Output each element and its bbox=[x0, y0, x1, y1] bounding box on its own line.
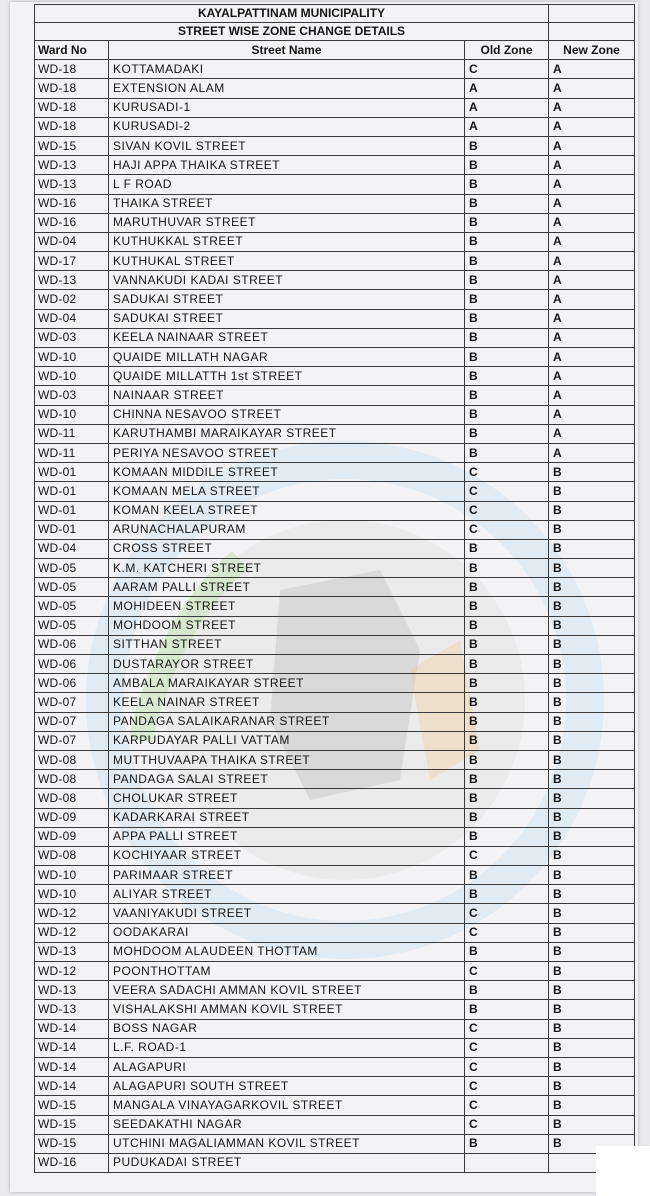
ward-cell: WD-08 bbox=[35, 750, 109, 769]
street-cell: POONTHOTTAM bbox=[109, 962, 465, 981]
street-cell: MOHDOOM STREET bbox=[109, 616, 465, 635]
new-zone-cell: B bbox=[549, 808, 635, 827]
new-zone-cell: B bbox=[549, 1038, 635, 1057]
ward-cell: WD-04 bbox=[35, 539, 109, 558]
street-cell: SEEDAKATHI NAGAR bbox=[109, 1115, 465, 1134]
old-zone-cell: B bbox=[465, 290, 549, 309]
street-cell: MARUTHUVAR STREET bbox=[109, 213, 465, 232]
old-zone-cell: A bbox=[465, 79, 549, 98]
ward-cell: WD-18 bbox=[35, 98, 109, 117]
street-cell: KURUSADI-2 bbox=[109, 117, 465, 136]
new-zone-cell: A bbox=[549, 328, 635, 347]
table-row bbox=[35, 79, 635, 98]
new-zone-cell: B bbox=[549, 559, 635, 578]
street-cell: VANNAKUDI KADAI STREET bbox=[109, 271, 465, 290]
ward-cell: WD-06 bbox=[35, 635, 109, 654]
ward-cell: WD-06 bbox=[35, 674, 109, 693]
ward-cell: WD-10 bbox=[35, 367, 109, 386]
new-zone-cell: B bbox=[549, 1019, 635, 1038]
old-zone-cell: B bbox=[465, 271, 549, 290]
table-row bbox=[35, 770, 635, 789]
new-zone-cell: A bbox=[549, 271, 635, 290]
new-zone-cell: A bbox=[549, 309, 635, 328]
street-cell: MANGALA VINAYAGARKOVIL STREET bbox=[109, 1096, 465, 1115]
new-zone-cell: B bbox=[549, 1077, 635, 1096]
new-zone-cell: A bbox=[549, 79, 635, 98]
ward-cell: WD-08 bbox=[35, 770, 109, 789]
new-zone-cell: A bbox=[549, 60, 635, 79]
old-zone-cell: B bbox=[465, 348, 549, 367]
street-cell: KADARKARAI STREET bbox=[109, 808, 465, 827]
table-row bbox=[35, 693, 635, 712]
table-row bbox=[35, 616, 635, 635]
ward-cell: WD-07 bbox=[35, 731, 109, 750]
old-zone-cell: B bbox=[465, 578, 549, 597]
old-zone-cell: B bbox=[465, 1134, 549, 1153]
street-cell: PANDAGA SALAI STREET bbox=[109, 770, 465, 789]
new-zone-cell: B bbox=[549, 962, 635, 981]
ward-cell: WD-18 bbox=[35, 117, 109, 136]
old-zone-cell: B bbox=[465, 252, 549, 271]
table-row bbox=[35, 194, 635, 213]
old-zone-cell: B bbox=[465, 559, 549, 578]
old-zone-cell: C bbox=[465, 1115, 549, 1134]
title-blank-cell bbox=[549, 5, 635, 23]
old-zone-cell: B bbox=[465, 405, 549, 424]
new-zone-cell: A bbox=[549, 386, 635, 405]
old-zone-cell: C bbox=[465, 1019, 549, 1038]
street-cell: AARAM PALLI STREET bbox=[109, 578, 465, 597]
new-zone-cell: B bbox=[549, 981, 635, 1000]
street-cell: KUTHUKAL STREET bbox=[109, 252, 465, 271]
table-row bbox=[35, 60, 635, 79]
old-zone-cell: C bbox=[465, 1096, 549, 1115]
street-cell: CROSS STREET bbox=[109, 539, 465, 558]
table-row bbox=[35, 386, 635, 405]
table-row bbox=[35, 635, 635, 654]
new-zone-cell: B bbox=[549, 770, 635, 789]
street-cell: KOMAAN MIDDILE STREET bbox=[109, 463, 465, 482]
old-zone-cell: C bbox=[465, 923, 549, 942]
old-zone-cell: B bbox=[465, 750, 549, 769]
old-zone-cell: A bbox=[465, 98, 549, 117]
new-zone-cell: A bbox=[549, 348, 635, 367]
street-cell: ARUNACHALAPURAM bbox=[109, 520, 465, 539]
table-row bbox=[35, 443, 635, 462]
street-cell: NAINAAR STREET bbox=[109, 386, 465, 405]
ward-cell: WD-11 bbox=[35, 424, 109, 443]
new-zone-cell: A bbox=[549, 175, 635, 194]
street-cell: KARUTHAMBI MARAIKAYAR STREET bbox=[109, 424, 465, 443]
table-row bbox=[35, 750, 635, 769]
new-zone-cell: B bbox=[549, 827, 635, 846]
table-row bbox=[35, 559, 635, 578]
ward-cell: WD-12 bbox=[35, 962, 109, 981]
street-cell: KOMAN KEELA STREET bbox=[109, 501, 465, 520]
old-zone-cell: B bbox=[465, 136, 549, 155]
street-cell: MOHIDEEN STREET bbox=[109, 597, 465, 616]
ward-cell: WD-01 bbox=[35, 482, 109, 501]
table-row bbox=[35, 520, 635, 539]
new-zone-cell: B bbox=[549, 750, 635, 769]
old-zone-cell: B bbox=[465, 827, 549, 846]
street-cell: AMBALA MARAIKAYAR STREET bbox=[109, 674, 465, 693]
street-cell: PARIMAAR STREET bbox=[109, 866, 465, 885]
ward-cell: WD-01 bbox=[35, 501, 109, 520]
table-row bbox=[35, 98, 635, 117]
ward-cell: WD-01 bbox=[35, 520, 109, 539]
old-zone-cell: B bbox=[465, 1000, 549, 1019]
table-row bbox=[35, 1019, 635, 1038]
ward-cell: WD-05 bbox=[35, 616, 109, 635]
street-cell: VEERA SADACHI AMMAN KOVIL STREET bbox=[109, 981, 465, 1000]
table-row bbox=[35, 1077, 635, 1096]
new-zone-cell: A bbox=[549, 252, 635, 271]
table-row bbox=[35, 866, 635, 885]
old-zone-cell: B bbox=[465, 655, 549, 674]
street-cell: KARPUDAYAR PALLI VATTAM bbox=[109, 731, 465, 750]
new-zone-cell: B bbox=[549, 1000, 635, 1019]
new-zone-cell: B bbox=[549, 674, 635, 693]
old-zone-cell: B bbox=[465, 731, 549, 750]
old-zone-cell: C bbox=[465, 520, 549, 539]
table-row bbox=[35, 367, 635, 386]
old-zone-cell: B bbox=[465, 597, 549, 616]
old-zone-cell: B bbox=[465, 424, 549, 443]
ward-cell: WD-12 bbox=[35, 923, 109, 942]
street-cell: VAANIYAKUDI STREET bbox=[109, 904, 465, 923]
ward-cell: WD-11 bbox=[35, 443, 109, 462]
ward-cell: WD-18 bbox=[35, 79, 109, 98]
ward-cell: WD-14 bbox=[35, 1057, 109, 1076]
ward-cell: WD-09 bbox=[35, 827, 109, 846]
street-cell: KEELA NAINAAR STREET bbox=[109, 328, 465, 347]
old-zone-cell: B bbox=[465, 539, 549, 558]
ward-cell: WD-01 bbox=[35, 463, 109, 482]
table-row bbox=[35, 789, 635, 808]
ward-cell: WD-06 bbox=[35, 655, 109, 674]
new-zone-cell: B bbox=[549, 597, 635, 616]
ward-cell: WD-04 bbox=[35, 232, 109, 251]
new-zone-cell: B bbox=[549, 731, 635, 750]
new-zone-cell: A bbox=[549, 117, 635, 136]
table-row bbox=[35, 136, 635, 155]
street-cell: QUAIDE MILLATH NAGAR bbox=[109, 348, 465, 367]
table-row bbox=[35, 597, 635, 616]
ward-cell: WD-15 bbox=[35, 1134, 109, 1153]
table-row bbox=[35, 213, 635, 232]
street-cell: ALAGAPURI bbox=[109, 1057, 465, 1076]
ward-cell: WD-13 bbox=[35, 1000, 109, 1019]
street-cell: ALIYAR STREET bbox=[109, 885, 465, 904]
old-zone-cell: B bbox=[465, 770, 549, 789]
old-zone-cell: C bbox=[465, 962, 549, 981]
street-cell: SADUKAI STREET bbox=[109, 309, 465, 328]
street-cell: APPA PALLI STREET bbox=[109, 827, 465, 846]
old-zone-cell: B bbox=[465, 942, 549, 961]
street-cell: PUDUKADAI STREET bbox=[109, 1153, 465, 1172]
old-zone-cell: B bbox=[465, 367, 549, 386]
table-row bbox=[35, 1000, 635, 1019]
old-zone-cell: B bbox=[465, 885, 549, 904]
new-zone-cell: B bbox=[549, 904, 635, 923]
table-row bbox=[35, 674, 635, 693]
new-zone-cell: A bbox=[549, 194, 635, 213]
old-zone-cell: B bbox=[465, 674, 549, 693]
street-cell: VISHALAKSHI AMMAN KOVIL STREET bbox=[109, 1000, 465, 1019]
old-zone-cell: B bbox=[465, 443, 549, 462]
ward-cell: WD-14 bbox=[35, 1077, 109, 1096]
ward-cell: WD-16 bbox=[35, 213, 109, 232]
old-zone-cell: B bbox=[465, 981, 549, 1000]
old-zone-cell: B bbox=[465, 156, 549, 175]
table-row bbox=[35, 578, 635, 597]
column-header-old-zone: Old Zone bbox=[465, 41, 549, 60]
new-zone-cell: B bbox=[549, 923, 635, 942]
street-cell: MOHDOOM ALAUDEEN THOTTAM bbox=[109, 942, 465, 961]
ward-cell: WD-12 bbox=[35, 904, 109, 923]
table-row bbox=[35, 501, 635, 520]
table-row bbox=[35, 1057, 635, 1076]
table-row bbox=[35, 424, 635, 443]
ward-cell: WD-17 bbox=[35, 252, 109, 271]
table-row bbox=[35, 1038, 635, 1057]
old-zone-cell: C bbox=[465, 1057, 549, 1076]
ward-cell: WD-03 bbox=[35, 328, 109, 347]
column-header-street: Street Name bbox=[109, 41, 465, 60]
new-zone-cell: B bbox=[549, 520, 635, 539]
table-row bbox=[35, 348, 635, 367]
ward-cell: WD-14 bbox=[35, 1019, 109, 1038]
table-row bbox=[35, 1115, 635, 1134]
table-row bbox=[35, 731, 635, 750]
ward-cell: WD-05 bbox=[35, 578, 109, 597]
new-zone-cell: B bbox=[549, 789, 635, 808]
old-zone-cell: C bbox=[465, 463, 549, 482]
street-cell: ALAGAPURI SOUTH STREET bbox=[109, 1077, 465, 1096]
column-header-new-zone: New Zone bbox=[549, 41, 635, 60]
new-zone-cell: B bbox=[549, 885, 635, 904]
old-zone-cell: B bbox=[465, 712, 549, 731]
new-zone-cell: A bbox=[549, 290, 635, 309]
new-zone-cell: A bbox=[549, 232, 635, 251]
old-zone-cell: C bbox=[465, 904, 549, 923]
street-cell: KOTTAMADAKI bbox=[109, 60, 465, 79]
street-cell: QUAIDE MILLATTH 1st STREET bbox=[109, 367, 465, 386]
ward-cell: WD-10 bbox=[35, 348, 109, 367]
table-row bbox=[35, 808, 635, 827]
table-row bbox=[35, 309, 635, 328]
old-zone-cell: C bbox=[465, 60, 549, 79]
table-row bbox=[35, 156, 635, 175]
ward-cell: WD-10 bbox=[35, 866, 109, 885]
table-row bbox=[35, 232, 635, 251]
ward-cell: WD-18 bbox=[35, 60, 109, 79]
street-cell: KEELA NAINAR STREET bbox=[109, 693, 465, 712]
new-zone-cell: B bbox=[549, 501, 635, 520]
street-cell: L F ROAD bbox=[109, 175, 465, 194]
ward-cell: WD-15 bbox=[35, 1096, 109, 1115]
old-zone-cell: B bbox=[465, 309, 549, 328]
street-cell: CHINNA NESAVOO STREET bbox=[109, 405, 465, 424]
old-zone-cell: C bbox=[465, 1077, 549, 1096]
street-cell: DUSTARAYOR STREET bbox=[109, 655, 465, 674]
ward-cell: WD-16 bbox=[35, 194, 109, 213]
old-zone-cell: A bbox=[465, 117, 549, 136]
street-cell: PANDAGA SALAIKARANAR STREET bbox=[109, 712, 465, 731]
table-row bbox=[35, 290, 635, 309]
ward-cell: WD-13 bbox=[35, 175, 109, 194]
street-cell: KURUSADI-1 bbox=[109, 98, 465, 117]
table-row bbox=[35, 885, 635, 904]
street-cell: UTCHINI MAGALIAMMAN KOVIL STREET bbox=[109, 1134, 465, 1153]
table-row bbox=[35, 942, 635, 961]
street-cell: BOSS NAGAR bbox=[109, 1019, 465, 1038]
ward-cell: WD-05 bbox=[35, 597, 109, 616]
ward-cell: WD-08 bbox=[35, 846, 109, 865]
ward-cell: WD-10 bbox=[35, 405, 109, 424]
street-cell: THAIKA STREET bbox=[109, 194, 465, 213]
ward-cell: WD-13 bbox=[35, 942, 109, 961]
table-row bbox=[35, 539, 635, 558]
new-zone-cell: B bbox=[549, 866, 635, 885]
new-zone-cell: B bbox=[549, 463, 635, 482]
old-zone-cell: B bbox=[465, 789, 549, 808]
table-title: KAYALPATTINAM MUNICIPALITY bbox=[35, 5, 549, 23]
old-zone-cell: B bbox=[465, 328, 549, 347]
table-row bbox=[35, 1096, 635, 1115]
old-zone-cell bbox=[465, 1153, 549, 1172]
ward-cell: WD-16 bbox=[35, 1153, 109, 1172]
ward-cell: WD-13 bbox=[35, 981, 109, 1000]
new-zone-cell: B bbox=[549, 482, 635, 501]
ward-cell: WD-04 bbox=[35, 309, 109, 328]
old-zone-cell: B bbox=[465, 866, 549, 885]
new-zone-cell: B bbox=[549, 942, 635, 961]
old-zone-cell: B bbox=[465, 232, 549, 251]
ward-cell: WD-05 bbox=[35, 559, 109, 578]
table-row bbox=[35, 1153, 635, 1172]
new-zone-cell: A bbox=[549, 443, 635, 462]
table-row bbox=[35, 117, 635, 136]
old-zone-cell: B bbox=[465, 175, 549, 194]
street-cell: HAJI APPA THAIKA STREET bbox=[109, 156, 465, 175]
street-cell: MUTTHUVAAPA THAIKA STREET bbox=[109, 750, 465, 769]
old-zone-cell: B bbox=[465, 693, 549, 712]
new-zone-cell: B bbox=[549, 693, 635, 712]
table-row bbox=[35, 271, 635, 290]
table-row bbox=[35, 405, 635, 424]
new-zone-cell: B bbox=[549, 616, 635, 635]
street-cell: L.F. ROAD-1 bbox=[109, 1038, 465, 1057]
table-row bbox=[35, 328, 635, 347]
street-cell: KOMAAN MELA STREET bbox=[109, 482, 465, 501]
table-row bbox=[35, 827, 635, 846]
new-zone-cell: B bbox=[549, 539, 635, 558]
old-zone-cell: B bbox=[465, 194, 549, 213]
ward-cell: WD-13 bbox=[35, 271, 109, 290]
new-zone-cell: A bbox=[549, 98, 635, 117]
table-row bbox=[35, 463, 635, 482]
new-zone-cell: A bbox=[549, 405, 635, 424]
old-zone-cell: B bbox=[465, 808, 549, 827]
street-cell: SADUKAI STREET bbox=[109, 290, 465, 309]
column-header-ward: Ward No bbox=[35, 41, 109, 60]
new-zone-cell: B bbox=[549, 1115, 635, 1134]
new-zone-cell: B bbox=[549, 635, 635, 654]
street-cell: SITTHAN STREET bbox=[109, 635, 465, 654]
new-zone-cell: B bbox=[549, 1096, 635, 1115]
ward-cell: WD-09 bbox=[35, 808, 109, 827]
ward-cell: WD-15 bbox=[35, 136, 109, 155]
ward-cell: WD-14 bbox=[35, 1038, 109, 1057]
table-row bbox=[35, 175, 635, 194]
old-zone-cell: C bbox=[465, 1038, 549, 1057]
ward-cell: WD-07 bbox=[35, 693, 109, 712]
new-zone-cell: A bbox=[549, 367, 635, 386]
new-zone-cell: A bbox=[549, 424, 635, 443]
corner-patch bbox=[596, 1146, 650, 1196]
street-cell: EXTENSION ALAM bbox=[109, 79, 465, 98]
new-zone-cell: A bbox=[549, 156, 635, 175]
ward-cell: WD-08 bbox=[35, 789, 109, 808]
table-row bbox=[35, 1134, 635, 1153]
street-cell: OODAKARAI bbox=[109, 923, 465, 942]
table-row bbox=[35, 482, 635, 501]
new-zone-cell: B bbox=[549, 655, 635, 674]
ward-cell: WD-15 bbox=[35, 1115, 109, 1134]
new-zone-cell: B bbox=[549, 846, 635, 865]
table-row bbox=[35, 846, 635, 865]
street-cell: KUTHUKKAL STREET bbox=[109, 232, 465, 251]
old-zone-cell: C bbox=[465, 501, 549, 520]
table-row bbox=[35, 712, 635, 731]
street-cell: KOCHIYAAR STREET bbox=[109, 846, 465, 865]
ward-cell: WD-07 bbox=[35, 712, 109, 731]
old-zone-cell: B bbox=[465, 213, 549, 232]
street-cell: CHOLUKAR STREET bbox=[109, 789, 465, 808]
table-row bbox=[35, 962, 635, 981]
street-cell: SIVAN KOVIL STREET bbox=[109, 136, 465, 155]
subtitle-blank-cell bbox=[549, 23, 635, 41]
street-cell: K.M. KATCHERI STREET bbox=[109, 559, 465, 578]
new-zone-cell: B bbox=[549, 712, 635, 731]
street-cell: PERIYA NESAVOO STREET bbox=[109, 443, 465, 462]
ward-cell: WD-13 bbox=[35, 156, 109, 175]
new-zone-cell: A bbox=[549, 136, 635, 155]
ward-cell: WD-02 bbox=[35, 290, 109, 309]
old-zone-cell: B bbox=[465, 635, 549, 654]
new-zone-cell: B bbox=[549, 1057, 635, 1076]
new-zone-cell: A bbox=[549, 213, 635, 232]
ward-cell: WD-10 bbox=[35, 885, 109, 904]
table-subtitle: STREET WISE ZONE CHANGE DETAILS bbox=[35, 23, 549, 41]
old-zone-cell: B bbox=[465, 386, 549, 405]
table-row bbox=[35, 655, 635, 674]
old-zone-cell: C bbox=[465, 482, 549, 501]
old-zone-cell: C bbox=[465, 846, 549, 865]
new-zone-cell: B bbox=[549, 1134, 635, 1153]
table-row bbox=[35, 981, 635, 1000]
zone-change-table bbox=[34, 4, 635, 1173]
new-zone-cell: B bbox=[549, 578, 635, 597]
table-row bbox=[35, 904, 635, 923]
ward-cell: WD-03 bbox=[35, 386, 109, 405]
table-row bbox=[35, 923, 635, 942]
table-row bbox=[35, 252, 635, 271]
old-zone-cell: B bbox=[465, 616, 549, 635]
